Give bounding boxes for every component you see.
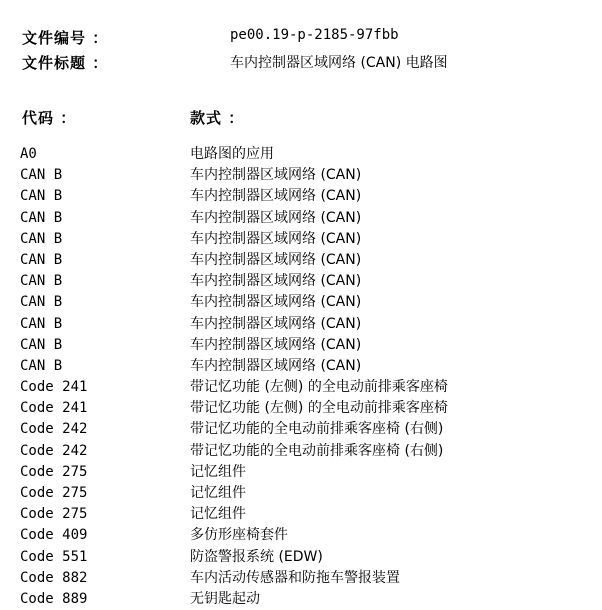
list-item — [20, 377, 590, 398]
row-code: CAN B — [20, 357, 63, 374]
row-style: 车内控制器区域网络 (CAN) — [190, 336, 362, 353]
row-code: CAN B — [20, 273, 63, 290]
row-code: Code 275 — [20, 463, 88, 480]
row-style: 记忆组件 — [190, 506, 246, 523]
row-code: Code 242 — [20, 421, 88, 438]
row-style: 电路图的应用 — [190, 146, 274, 162]
list-item — [20, 229, 590, 250]
code-style-list — [20, 144, 590, 610]
row-code: CAN B — [20, 251, 63, 268]
row-style: 记忆组件 — [190, 485, 246, 501]
list-item — [20, 441, 590, 462]
row-code: Code 409 — [20, 527, 88, 544]
row-style: 车内控制器区域网络 (CAN) — [190, 294, 362, 311]
list-item — [20, 271, 590, 292]
doc-title-value: 车内控制器区域网络 (CAN) 电路图 — [230, 55, 448, 71]
doc-number-value: pe00.19-p-2185-97fbb — [230, 27, 399, 43]
row-style: 多仿形座椅套件 — [190, 527, 288, 544]
list-item — [20, 165, 590, 186]
style-column-header: 款式 ： — [190, 109, 245, 127]
row-style: 车内控制器区域网络 (CAN) — [190, 167, 362, 184]
row-code: CAN B — [20, 294, 63, 311]
row-code: Code 242 — [20, 442, 88, 459]
row-code: CAN B — [20, 167, 63, 184]
row-code: Code 882 — [20, 569, 88, 586]
list-item — [20, 547, 590, 568]
row-code: Code 241 — [20, 379, 88, 396]
doc-number-label: 文件编号 ： — [22, 29, 109, 47]
row-style: 带记忆功能 (左侧) 的全电动前排乘客座椅 — [190, 400, 448, 417]
list-item — [20, 208, 590, 229]
row-code: CAN B — [20, 336, 63, 353]
list-item — [20, 250, 590, 271]
row-code: Code 551 — [20, 548, 88, 565]
row-code: CAN B — [20, 188, 63, 205]
row-style: 无钥匙起动 — [190, 590, 260, 607]
row-style: 车内控制器区域网络 (CAN) — [190, 188, 362, 205]
row-code: Code 889 — [20, 590, 88, 607]
list-item — [20, 419, 590, 440]
row-code: Code 275 — [20, 485, 88, 501]
row-code: CAN B — [20, 315, 63, 332]
doc-title-label: 文件标题 ： — [22, 54, 109, 72]
row-code: A0 — [20, 146, 37, 162]
row-style: 车内控制器区域网络 (CAN) — [190, 251, 362, 268]
list-item — [20, 186, 590, 207]
row-code: Code 241 — [20, 400, 88, 417]
list-item — [20, 335, 590, 356]
row-style: 防盗警报系统 (EDW) — [190, 548, 323, 565]
list-item — [20, 356, 590, 377]
row-code: CAN B — [20, 209, 63, 226]
row-code: CAN B — [20, 230, 63, 247]
list-item — [20, 314, 590, 335]
row-style: 车内控制器区域网络 (CAN) — [190, 273, 362, 290]
row-style: 带记忆功能 (左侧) 的全电动前排乘客座椅 — [190, 379, 448, 396]
list-item — [20, 144, 590, 165]
row-style: 车内控制器区域网络 (CAN) — [190, 230, 362, 247]
code-column-header: 代码 ： — [22, 109, 77, 127]
row-style: 带记忆功能的全电动前排乘客座椅 (右侧) — [190, 421, 444, 438]
list-item — [20, 483, 590, 504]
list-item — [20, 568, 590, 589]
row-style: 车内控制器区域网络 (CAN) — [190, 315, 362, 332]
row-style: 车内控制器区域网络 (CAN) — [190, 357, 362, 374]
row-style: 车内控制器区域网络 (CAN) — [190, 209, 362, 226]
row-style: 车内活动传感器和防拖车警报装置 — [190, 569, 400, 586]
list-item — [20, 292, 590, 313]
list-item — [20, 525, 590, 546]
list-item — [20, 589, 590, 610]
list-item — [20, 504, 590, 525]
row-style: 带记忆功能的全电动前排乘客座椅 (右侧) — [190, 442, 444, 459]
row-code: Code 275 — [20, 506, 88, 523]
list-item — [20, 462, 590, 483]
list-item — [20, 398, 590, 419]
row-style: 记忆组件 — [190, 463, 246, 480]
